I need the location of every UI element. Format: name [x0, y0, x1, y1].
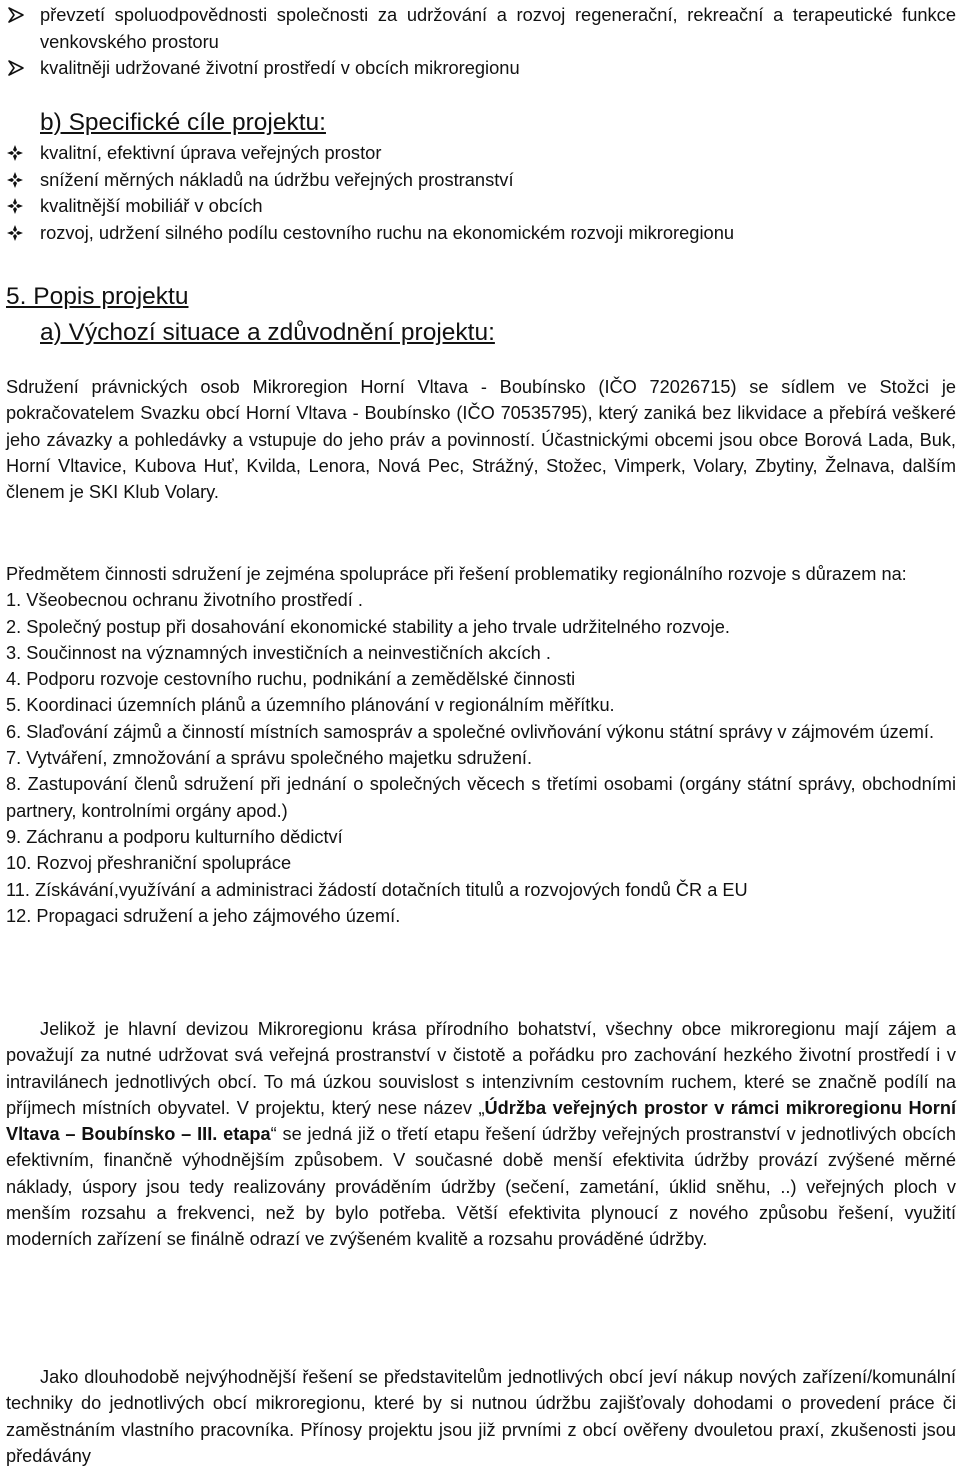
diamond-bullet-item [6, 140, 956, 167]
diamond-bullet-item [6, 193, 956, 220]
activity-item: 1. Všeobecnou ochranu životního prostředí . [6, 590, 363, 611]
specific-goals-heading: b) Specifické cíle projektu: [40, 109, 326, 136]
activity-item: 10. Rozvoj přeshraniční spolupráce [6, 853, 292, 874]
diamond-bullet-icon [6, 193, 32, 219]
activity-item: 7. Vytváření, zmnožování a správu společného majetku sdružení. [6, 748, 533, 769]
activity-item: 2. Společný postup při dosahování ekonomické stability a jeho trvale udržitelného rozvoje. [6, 616, 730, 637]
bullet-text: kvalitnější mobiliář v obcích [40, 195, 263, 217]
project-justification [6, 1016, 956, 1253]
bullet-text: kvalitní, efektivní úprava veřejných prostor [40, 142, 382, 163]
specific-goals-list [6, 140, 956, 247]
bullet-text: snížení měrných nákladů na údržbu veřejných prostranství [40, 168, 514, 190]
arrow-bullet-item [6, 2, 956, 55]
activities-block [6, 561, 956, 929]
diamond-bullet-icon [6, 140, 32, 166]
bullet-text: rozvoj, udržení silného podílu cestovního ruchu na ekonomickém rozvoji mikroregionu [40, 222, 735, 244]
activity-item: 8. Zastupování členů sdružení při jednání o společných věcech s třetími osobami (orgány státní správy, obchodními partnery, kontrolními orgány apod.) [6, 774, 956, 821]
justification-text-end: “ se jedná již o třetí etapu řešení údržby veřejných prostranství v jednotlivých obcích efektivním, finančně výhodnějším způsobem. V současné době menší efektivita údržby provází zvýšené měrné náklady, úspory jsou tedy realizovány prováděním údržby (sečení, zametání, úklid sněhu, ..) veřejných ploch v menším rozsahu a frekvenci, než by bylo potřeba. Větší efektivita plynoucí z nového způsobu řešení, využití moderních zařízení se finálně odrazí ve zvýšeném kvalitě a rozsahu prováděné údržby. [6, 1124, 956, 1250]
justification-text-start: Jelikož je hlavní devizou Mikroregionu krása přírodního bohatství, všechny obce mikroregionu mají zájem a považují za nutné udržovat svá veřejná prostranství v čistotě a pořádku pro zachování hezkého životní prostředí i v intravilánech jednotlivých obcí. To má úzkou souvislost s intenzivním cestovním ruchem, které se značně podílí na příjmech místních obyvatel. V projektu, který nese název „ [6, 1019, 956, 1118]
activity-item: 4. Podporu rozvoje cestovního ruchu, podnikání a zemědělské činnosti [6, 669, 576, 690]
subsection-title: a) Výchozí situace a zdůvodnění projektu: [40, 319, 495, 346]
section-title: 5. Popis projektu [6, 283, 189, 310]
solution-description: Jako dlouhodobě nejvýhodnější řešení se představitelům jednotlivých obcí jeví nákup nových zařízení/komunální techniky do jednotlivých obcí mikroregionu, které by si nutnou údržbu zajišťovaly dohodami o provedení práce či zaměstnáním vlastního pracovníka. Přínosy projektu jsou již prvními z obcí ověřeny dvouletou praxí, zkušenosti jsou předávány [6, 1367, 956, 1466]
project-name: Údržba veřejných prostor v rámci mikroregionu Horní Vltava – Boubínsko – III. etapa [6, 1097, 956, 1145]
bullet-text: kvalitněji udržované životní prostředí v obcích mikroregionu [40, 57, 520, 78]
diamond-bullet-item [6, 167, 956, 194]
arrow-bullet-icon [6, 55, 32, 81]
activity-item: 5. Koordinaci územních plánů a územního plánování v regionálním měřítku. [6, 695, 615, 716]
activity-item: 6. Slaďování zájmů a činností místních samospráv a společné ovlivňování výkonu státní správy v zájmovém území. [6, 721, 935, 742]
bullet-text: převzetí spoluodpovědnosti společnosti za udržování a rozvoj regenerační, rekreační a terapeutické funkce venkovského prostoru [40, 4, 956, 52]
activity-item: 9. Záchranu a podporu kulturního dědictví [6, 826, 343, 847]
activity-item: 11. Získávání,využívání a administraci žádostí dotačních titulů a rozvojových fondů ČR a EU [6, 879, 748, 900]
activity-item: 12. Propagaci sdružení a jeho zájmového území. [6, 905, 401, 926]
diamond-bullet-item [6, 220, 956, 247]
diamond-bullet-icon [6, 167, 32, 193]
arrow-bullet-item [6, 55, 520, 82]
activity-item: 3. Součinnost na významných investičních a neinvestičních akcích . [6, 642, 551, 663]
arrow-bullet-icon [6, 2, 32, 28]
activities-intro: Předmětem činnosti sdružení je zejména spolupráce při řešení problematiky regionálního rozvoje s důrazem na: [6, 564, 907, 584]
diamond-bullet-icon [6, 220, 32, 246]
association-description: Sdružení právnických osob Mikroregion Horní Vltava - Boubínsko (IČO 72026715) se sídlem ve Stožci je pokračovatelem Svazku obcí Horní Vltava - Boubínsko (IČO 70535795), který zaniká bez likvidace a přebírá veškeré jeho závazky a pohledávky a vstupuje do jeho práv a povinností. Účastnickými obcemi jsou obce Borová Lada, Buk, Horní Vltavice, Kubova Huť, Kvilda, Lenora, Nová Pec, Strážný, Stožec, Vimperk, Volary, Zbytiny, Želnava, dalším členem je SKI Klub Volary. [6, 377, 956, 503]
